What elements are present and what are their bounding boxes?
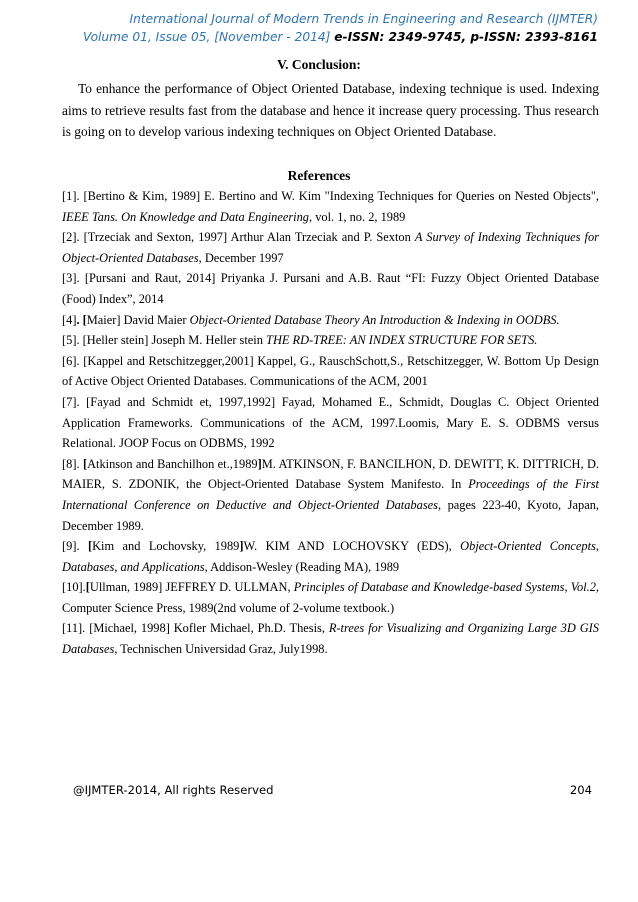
references-heading: References <box>287 168 351 183</box>
journal-header <box>83 10 598 46</box>
reference-item: [1]. [Bertino & Kim, 1989] E. Bertino and W. Kim "Indexing Techniques for Queries on Nested Objects", IEEE Tans. On Knowledge and Data Engineering, vol. 1, no. 2, 1989 <box>62 189 599 224</box>
reference-item: [5]. [Heller stein] Joseph M. Heller stein THE RD-TREE: AN INDEX STRUCTURE FOR SETS. <box>62 333 538 348</box>
conclusion-paragraph <box>62 78 599 143</box>
journal-title: International Journal of Modern Trends in Engineering and Research (IJMTER) <box>129 12 598 26</box>
reference-item: [6]. [Kappel and Retschitzegger,2001] Kappel, G., RauschSchott,S., Retschitzegger, W. Bottom Up Design of Active Object Oriented Databases. Communications of the ACM, 2001 <box>62 353 599 389</box>
reference-item: [10].[Ullman, 1989] JEFFREY D. ULLMAN, Principles of Database and Knowledge-based Systems, Vol.2, Computer Science Press, 1989(2nd volume of 2-volume textbook.) <box>62 580 599 615</box>
reference-item: [7]. [Fayad and Schmidt et, 1997,1992] Fayad, Mohamed E., Schmidt, Douglas C. Object Oriented Application Frameworks. Communications of the ACM, 1997.Loomis, Mary E. S. ODBMS versus Relational. JOOP Focus on ODBMS, 1992 <box>62 394 599 451</box>
journal-issue-line <box>83 28 598 46</box>
reference-item: [9]. [Kim and Lochovsky, 1989]W. KIM AND LOCHOVSKY (EDS), Object-Oriented Concepts, Databases, and Applications, Addison-Wesley (Reading MA), 1989 <box>62 539 599 574</box>
journal-issn: e-ISSN: 2349-9745, p-ISSN: 2393-8161 <box>334 30 598 44</box>
reference-item: [3]. [Pursani and Raut, 2014] Priyanka J. Pursani and A.B. Raut “FI: Fuzzy Object Oriented Database (Food) Index”, 2014 <box>62 271 599 306</box>
conclusion-heading: V. Conclusion: <box>277 57 361 72</box>
reference-item: [4]. [Maier] David Maier Object-Oriented Database Theory An Introduction & Indexing in OODBS. <box>62 312 560 327</box>
reference-item: [11]. [Michael, 1998] Kofler Michael, Ph.D. Thesis, R-trees for Visualizing and Organizing Large 3D GIS Databases, Technischen Universidad Graz, July1998. <box>62 621 599 657</box>
journal-issue: Volume 01, Issue 05, [November - 2014] <box>82 30 331 44</box>
page-number: 204 <box>569 783 592 797</box>
footer-copyright: @IJMTER-2014, All rights Reserved <box>73 783 274 797</box>
references-list <box>62 186 599 660</box>
reference-item: [8]. [Atkinson and Banchilhon et.,1989]M. ATKINSON, F. BANCILHON, D. DEWITT, K. DITTRICH, D. MAIER, S. ZDONIK, the Object-Oriented Database System Manifesto. In Proceedings of the First International Conference on Deductive and Object-Oriented Databases, pages 223-40, Kyoto, Japan, December 1989. <box>62 456 599 533</box>
conclusion-text: To enhance the performance of Object Oriented Database, indexing technique is used. Indexing aims to retrieve results fast from the database and hence it increase query processing. Thus research is going on to develop various indexing techniques on Object Oriented Database. <box>62 81 599 139</box>
reference-item: [2]. [Trzeciak and Sexton, 1997] Arthur Alan Trzeciak and P. Sexton A Survey of Indexing Techniques for Object-Oriented Databases, December 1997 <box>62 230 599 265</box>
